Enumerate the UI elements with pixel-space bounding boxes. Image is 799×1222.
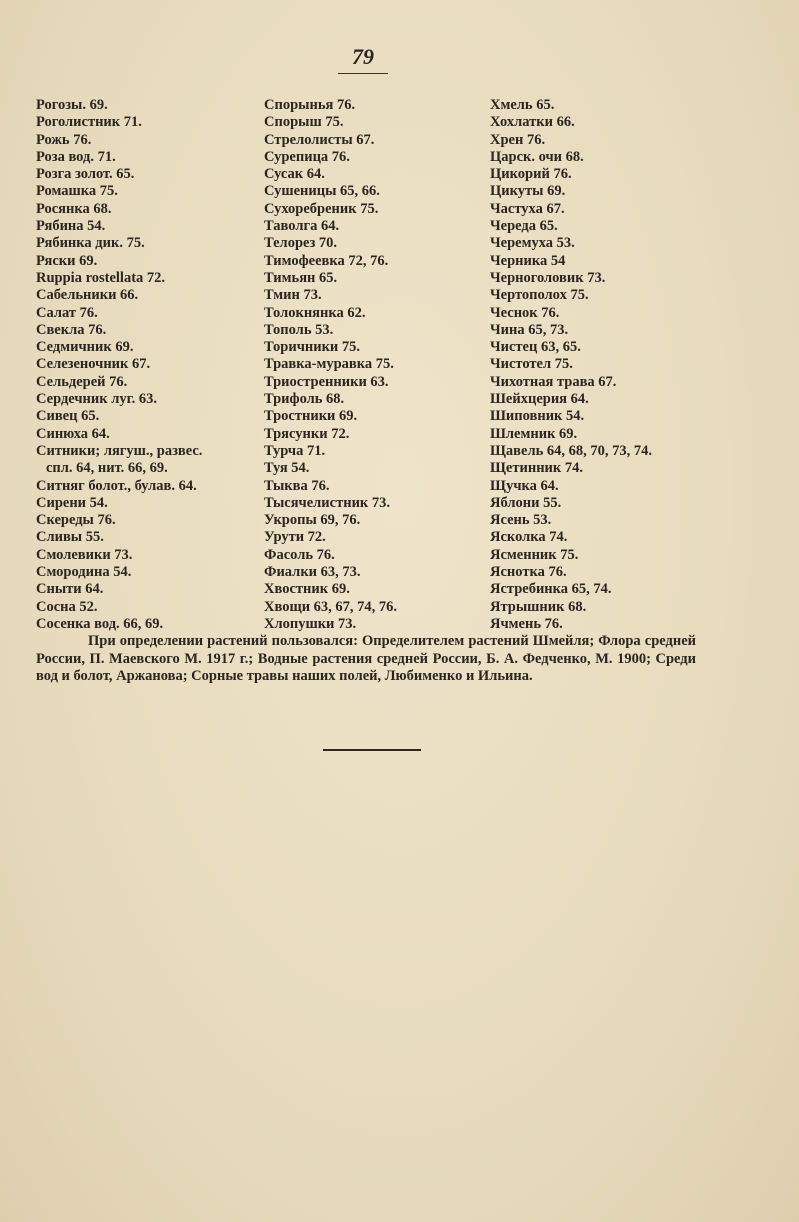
index-entry: Сныти 64.: [36, 581, 104, 598]
index-entry: Ряски 69.: [36, 252, 98, 269]
index-entry: Скереды 76.: [36, 512, 116, 529]
index-entry: Укропы 69, 76.: [264, 512, 361, 529]
index-entry: Рожь 76.: [36, 131, 92, 148]
index-entry: Трясунки 72.: [264, 425, 350, 442]
index-entry: Черника 54: [490, 252, 566, 269]
index-entry: Туя 54.: [264, 460, 310, 477]
index-entry: Роголистник 71.: [36, 114, 142, 131]
index-entry: Тысячелистник 73.: [264, 494, 391, 511]
index-entry: Хвостник 69.: [264, 581, 350, 598]
index-entry: Тимьян 65.: [264, 269, 338, 286]
index-entry: Чертополох 75.: [490, 287, 589, 304]
index-entry: Сивец 65.: [36, 408, 100, 425]
index-entry: Шлемник 69.: [490, 425, 578, 442]
index-entry: Шиповник 54.: [490, 408, 585, 425]
index-entry: Синюха 64.: [36, 425, 110, 442]
index-entry: Трифоль 68.: [264, 391, 345, 408]
index-entry: Яснотка 76.: [490, 564, 567, 581]
index-column-3: [490, 97, 760, 633]
index-entry: Черемуха 53.: [490, 235, 575, 252]
index-entry: Чистотел 75.: [490, 356, 573, 373]
index-entry: Хохлатки 66.: [490, 114, 575, 131]
index-entry: Щавель 64, 68, 70, 73, 74.: [490, 442, 652, 459]
index-entry: Частуха 67.: [490, 200, 565, 217]
index-entry: Сосна 52.: [36, 598, 98, 615]
index-entry: Яблони 55.: [490, 494, 562, 511]
index-entry: Рябинка дик. 75.: [36, 235, 145, 252]
index-entry: Ясень 53.: [490, 512, 552, 529]
index-entry: Чихотная трава 67.: [490, 373, 617, 390]
index-entry: Спорынья 76.: [264, 97, 356, 113]
index-entry: Салат 76.: [36, 304, 98, 321]
index-entry: Урути 72.: [264, 529, 326, 546]
index-entry: Сурепица 76.: [264, 148, 350, 165]
index-entry: Смолевики 73.: [36, 546, 133, 563]
index-entry: Шейхцерия 64.: [490, 391, 589, 408]
index-entry: Рябина 54.: [36, 218, 106, 235]
index-entry: Щучка 64.: [490, 477, 559, 494]
page-number-underline: [338, 73, 388, 74]
index-entry: Ястребинка 65, 74.: [490, 581, 612, 598]
index-entry: Сливы 55.: [36, 529, 104, 546]
index-entry: Царск. очи 68.: [490, 148, 584, 165]
index-entry: Хрен 76.: [490, 131, 546, 148]
index-entry: Свекла 76.: [36, 321, 107, 338]
index-column-2: [264, 97, 479, 633]
index-entry: Росянка 68.: [36, 200, 112, 217]
index-entry: Ятрышник 68.: [490, 598, 587, 615]
index-entry: Роза вод. 71.: [36, 148, 116, 165]
index-entry: Ruppia rostellata 72.: [36, 269, 166, 286]
index-entry: Чина 65, 73.: [490, 321, 569, 338]
index-entry: Рогозы. 69.: [36, 97, 108, 113]
index-entry: Тмин 73.: [264, 287, 322, 304]
index-entry: Хвощи 63, 67, 74, 76.: [264, 598, 398, 615]
index-entry: Спорыш 75.: [264, 114, 344, 131]
index-entry: Сельдерей 76.: [36, 373, 128, 390]
index-entry: Тростники 69.: [264, 408, 358, 425]
index-entry: Чистец 63, 65.: [490, 339, 581, 356]
index-entry: Ясколка 74.: [490, 529, 568, 546]
index-entry: спл. 64, нит. 66, 69.: [46, 460, 168, 477]
index-entry: Череда 65.: [490, 218, 558, 235]
index-entry: Ясменник 75.: [490, 546, 579, 563]
index-entry: Тимофеевка 72, 76.: [264, 252, 389, 269]
index-entry: Сабельники 66.: [36, 287, 139, 304]
index-entry: Сусак 64.: [264, 166, 325, 183]
index-entry: Ситники; лягуш., развес.: [36, 442, 203, 459]
index-entry: Торичники 75.: [264, 339, 361, 356]
index-entry: Тополь 53.: [264, 321, 334, 338]
index-entry: Фасоль 76.: [264, 546, 335, 563]
index-entry: Сирени 54.: [36, 494, 108, 511]
index-column-1: [36, 97, 251, 633]
index-entry: Селезеночник 67.: [36, 356, 151, 373]
index-entry: Сосенка вод. 66, 69.: [36, 615, 164, 632]
index-entry: Цикуты 69.: [490, 183, 566, 200]
index-entry: Черноголовик 73.: [490, 269, 606, 286]
index-entry: Сухоребреник 75.: [264, 200, 379, 217]
index-entry: Розга золот. 65.: [36, 166, 135, 183]
index-entry: Смородина 54.: [36, 564, 132, 581]
end-rule: [323, 749, 421, 751]
index-entry: Таволга 64.: [264, 218, 340, 235]
index-entry: Щетинник 74.: [490, 460, 584, 477]
index-entry: Стрелолисты 67.: [264, 131, 375, 148]
index-entry: Фиалки 63, 73.: [264, 564, 361, 581]
index-entry: Сушеницы 65, 66.: [264, 183, 380, 200]
index-entry: Седмичник 69.: [36, 339, 134, 356]
index-entry: Травка-муравка 75.: [264, 356, 394, 373]
index-entry: Ромашка 75.: [36, 183, 118, 200]
index-entry: Телорез 70.: [264, 235, 338, 252]
index-entry: Цикорий 76.: [490, 166, 572, 183]
index-entry: Тыква 76.: [264, 477, 330, 494]
index-entry: Турча 71.: [264, 442, 326, 459]
index-entry: Хмель 65.: [490, 97, 555, 113]
index-entry: Хлопушки 73.: [264, 615, 357, 632]
index-entry: Ситняг болот., булав. 64.: [36, 477, 197, 494]
index-entry: Толокнянка 62.: [264, 304, 366, 321]
index-entry: Триостренники 63.: [264, 373, 389, 390]
index-entry: Ячмень 76.: [490, 615, 563, 632]
index-entry: Сердечник луг. 63.: [36, 391, 157, 408]
index-entry: Чеснок 76.: [490, 304, 560, 321]
page-number: 79: [352, 44, 374, 69]
sources-note: При определении растений пользовался: Определителем растений Шмейля; Флора средней России, П. Маевского М. 1917 г.; Водные растения средней России, Б. А. Федченко, М. 1900; Среди вод и болот, Аржанова; Сорные травы наших полей, Любименко и Ильина.: [36, 633, 696, 684]
